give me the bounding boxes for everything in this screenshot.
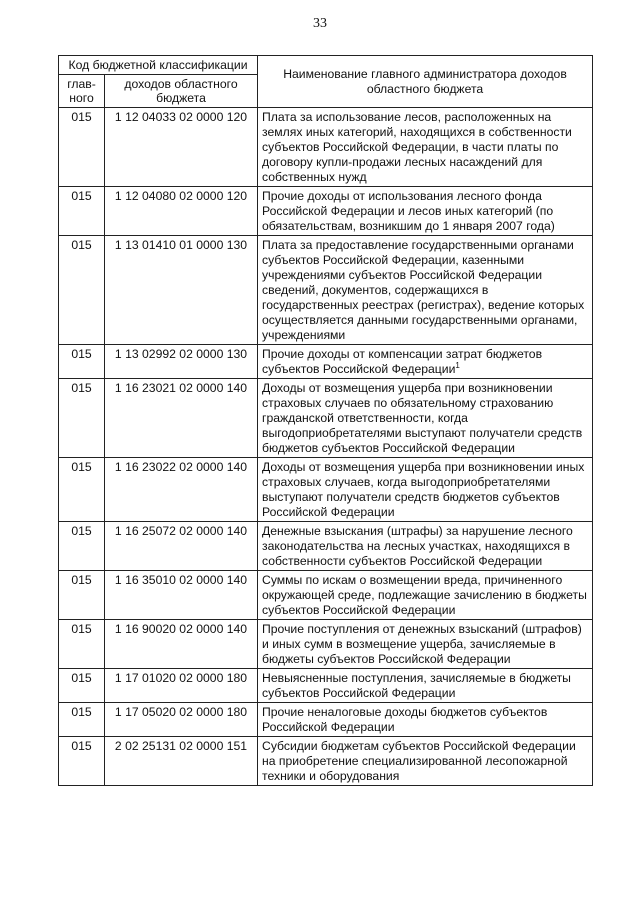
table-header [59, 56, 593, 108]
admin-name-text: Плата за предоставление государственными органами субъектов Российской Федерации, казенными учреждениями субъектов Российской Федерации сведений, документов, содержащихся в государственных реестрах (регистрах), ведение которых осуществляется данными государственными органами, учреждениями [262, 237, 585, 342]
header-col-name: Наименование главного администратора доходов областного бюджета [258, 56, 593, 108]
admin-name-text: Прочие поступления от денежных взысканий (штрафов) и иных сумм в возмещение ущерба, зачисляемые в бюджеты субъектов Российской Федерации [262, 621, 582, 666]
header-group-label: Код бюджетной классификации [59, 56, 258, 75]
admin-code-cell: 015 [59, 107, 105, 186]
admin-code-cell: 015 [59, 570, 105, 619]
income-code-cell: 1 16 25072 02 0000 140 [105, 521, 258, 570]
admin-name-text: Плата за использование лесов, расположенных на землях иных категорий, находящихся в собственности субъектов Российской Федерации, в части платы по договору купли-продажи лесных насаждений для собственных нужд [262, 109, 572, 184]
admin-name-text: Прочие доходы от использования лесного фонда Российской Федерации и лесов иных категорий (по обязательствам, возникшим до 1 января 2007 года) [262, 188, 555, 233]
admin-name-cell [258, 570, 593, 619]
admin-code-cell: 015 [59, 668, 105, 702]
income-code-cell: 1 12 04033 02 0000 120 [105, 107, 258, 186]
income-code-cell: 1 16 35010 02 0000 140 [105, 570, 258, 619]
admin-name-cell [258, 521, 593, 570]
admin-name-text: Прочие доходы от компенсации затрат бюджетов субъектов Российской Федерации [262, 346, 543, 376]
admin-name-cell [258, 668, 593, 702]
admin-name-text: Невыясненные поступления, зачисляемые в бюджеты субъектов Российской Федерации [262, 670, 571, 700]
admin-name-cell [258, 736, 593, 785]
admin-code-cell: 015 [59, 344, 105, 378]
admin-name-text: Доходы от возмещения ущерба при возникновении иных страховых случаев, когда выгодоприобретателями выступают получатели средств бюджетов субъектов Российской Федерации [262, 459, 585, 519]
table-row [59, 344, 593, 378]
table-body [59, 107, 593, 785]
table-row [59, 668, 593, 702]
admin-name-text: Денежные взыскания (штрафы) за нарушение лесного законодательства на лесных участках, находящихся в собственности субъектов Российской Федерации [262, 523, 573, 568]
admin-code-cell: 015 [59, 736, 105, 785]
admin-name-cell [258, 235, 593, 344]
income-code-cell: 1 16 23021 02 0000 140 [105, 378, 258, 457]
header-col-main-admin: глав- ного [59, 74, 105, 107]
admin-name-cell [258, 186, 593, 235]
admin-name-text: Прочие неналоговые доходы бюджетов субъектов Российской Федерации [262, 704, 548, 734]
income-code-cell: 1 16 90020 02 0000 140 [105, 619, 258, 668]
table-row [59, 570, 593, 619]
table-row [59, 107, 593, 186]
income-code-cell: 1 16 23022 02 0000 140 [105, 457, 258, 521]
income-code-cell: 1 12 04080 02 0000 120 [105, 186, 258, 235]
budget-classification-table [58, 55, 593, 786]
admin-code-cell: 015 [59, 186, 105, 235]
income-code-cell: 1 13 01410 01 0000 130 [105, 235, 258, 344]
admin-name-text: Суммы по искам о возмещении вреда, причиненного окружающей среде, подлежащие зачислению в бюджеты субъектов Российской Федерации [262, 572, 587, 617]
admin-name-cell [258, 378, 593, 457]
table-row [59, 378, 593, 457]
income-code-cell: 1 13 02992 02 0000 130 [105, 344, 258, 378]
income-code-cell: 1 17 05020 02 0000 180 [105, 702, 258, 736]
table-row [59, 619, 593, 668]
table-row [59, 457, 593, 521]
admin-code-cell: 015 [59, 457, 105, 521]
admin-name-cell [258, 344, 593, 378]
admin-code-cell: 015 [59, 521, 105, 570]
admin-name-cell [258, 457, 593, 521]
admin-name-cell [258, 702, 593, 736]
admin-name-cell [258, 619, 593, 668]
footnote-marker: 1 [455, 360, 460, 370]
admin-name-text: Доходы от возмещения ущерба при возникновении страховых случаев по обязательному страхованию гражданской ответственности, когда выгодоприобретателями выступают получатели средств бюджетов субъектов Российской Федерации [262, 380, 583, 455]
admin-code-cell: 015 [59, 619, 105, 668]
header-col-income: доходов областного бюджета [105, 74, 258, 107]
table-row [59, 186, 593, 235]
admin-name-cell [258, 107, 593, 186]
income-code-cell: 2 02 25131 02 0000 151 [105, 736, 258, 785]
admin-name-text: Субсидии бюджетам субъектов Российской Федерации на приобретение специализированной лесопожарной техники и оборудования [262, 738, 576, 783]
income-code-cell: 1 17 01020 02 0000 180 [105, 668, 258, 702]
table-row [59, 736, 593, 785]
table-row [59, 521, 593, 570]
page-number: 33 [313, 16, 327, 31]
table-row [59, 702, 593, 736]
admin-code-cell: 015 [59, 702, 105, 736]
admin-code-cell: 015 [59, 378, 105, 457]
table-row [59, 235, 593, 344]
admin-code-cell: 015 [59, 235, 105, 344]
